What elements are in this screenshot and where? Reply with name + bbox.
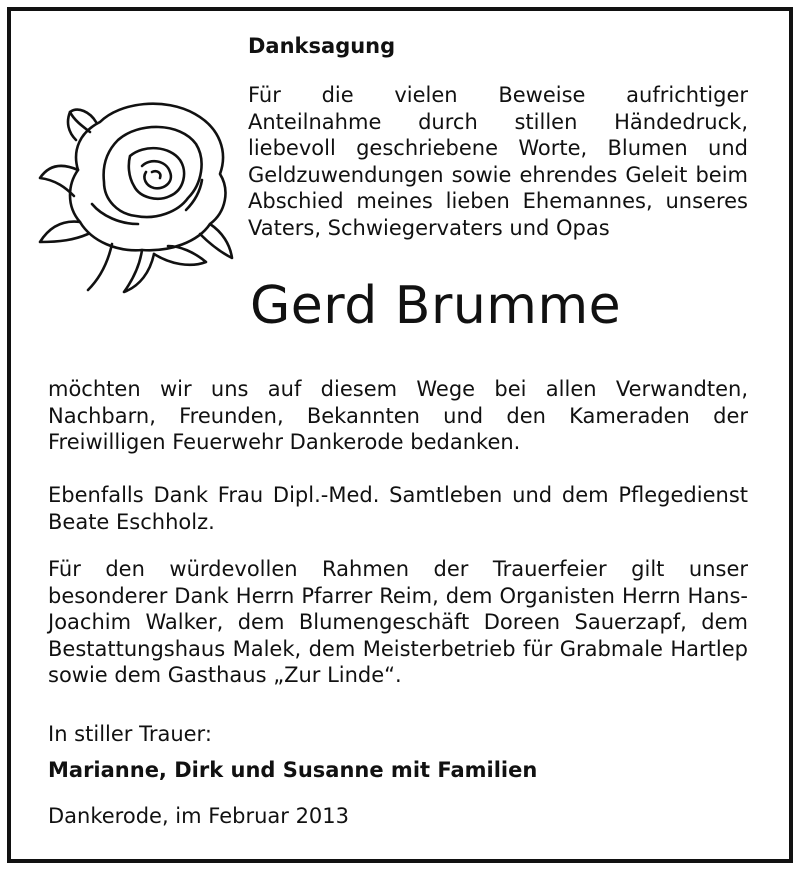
heading-danksagung: Danksagung [248, 34, 396, 58]
thanks-paragraph-3: Für den würdevollen Rahmen der Trauerfeier gilt unser besonderer Dank Herrn Pfarrer Reim, dem Organisten Herrn Hans-Joachim Walker, dem Blumengeschäft Doreen Sauerzapf, dem Bestattungshaus Malek, dem Meisterbetrieb für Grabmale Hartlep sowie dem Gasthaus „Zur Linde“. [48, 557, 748, 687]
rose-icon [30, 92, 240, 300]
thanks-paragraph-2: Ebenfalls Dank Frau Dipl.-Med. Samtleben und dem Pflegedienst Beate Eschholz. [48, 483, 748, 534]
mourning-line: In stiller Trauer: [48, 722, 212, 746]
signatories: Marianne, Dirk und Susanne mit Familien [48, 758, 538, 782]
deceased-name: Gerd Brumme [250, 276, 622, 336]
place-date: Dankerode, im Februar 2013 [48, 804, 350, 828]
thanks-paragraph-1: möchten wir uns auf diesem Wege bei allen Verwandten, Nachbarn, Freunden, Bekannten und den Kameraden der Freiwilligen Feuerwehr Dankerode bedanken. [48, 377, 748, 454]
intro-text: Für die vielen Beweise aufrichtiger Anteilnahme durch stillen Händedruck, liebevoll geschriebene Worte, Blumen und Geldzuwendungen sowie ehrendes Geleit beim Abschied meines lieben Ehemannes, unseres Vaters, Schwiegervaters und Opas [248, 83, 748, 240]
